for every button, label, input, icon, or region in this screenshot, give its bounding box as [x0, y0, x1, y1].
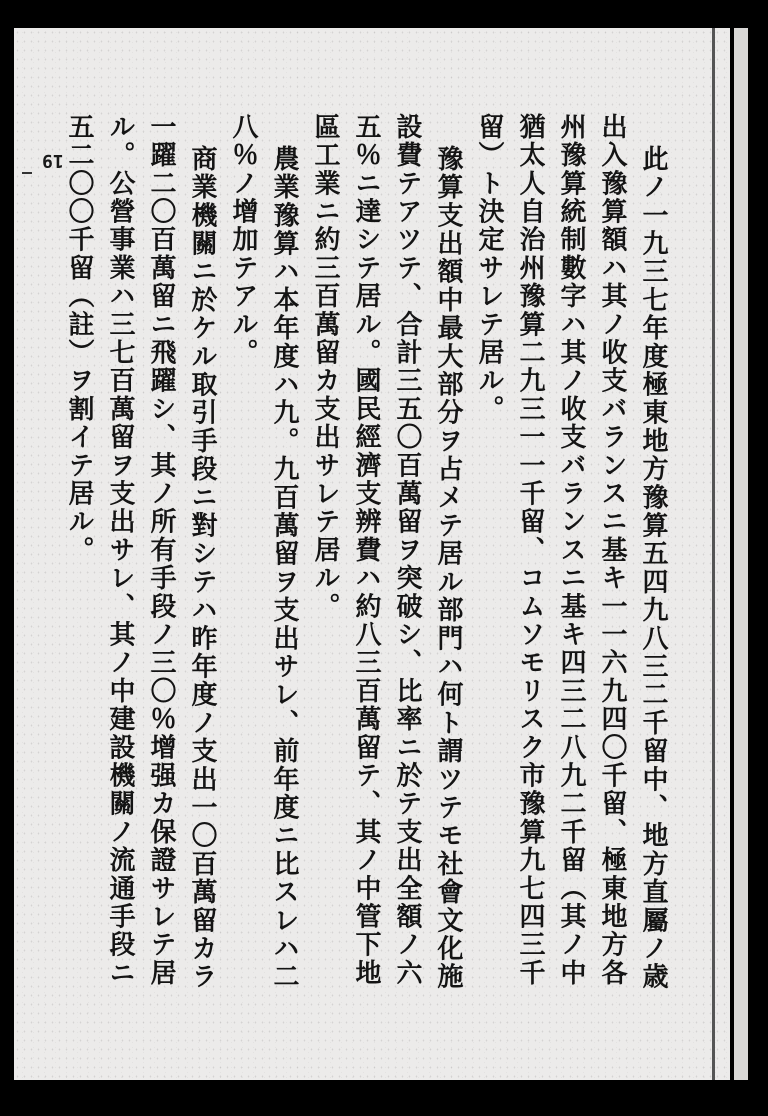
- text-column-5: 留）ト決定サレテ居ル。: [474, 113, 504, 424]
- facing-page-edge: [734, 28, 748, 1080]
- text-column-2: 出入豫算額ハ其ノ收支バランスニ基キ一一六九四〇千留、極東地方各: [597, 113, 627, 988]
- text-column-4: 猶太人自治州豫算二九三一一千留、コムソモリスク市豫算九七四三千: [515, 113, 545, 988]
- text-column-15: 五二〇〇千留（註）ヲ割イテ居ル。: [64, 113, 94, 565]
- text-column-7: 設費テアツテ、合計三五〇百萬留ヲ突破シ、比率ニ於テ支出全額ノ六: [392, 113, 422, 988]
- text-column-6: 豫算支出額中最大部分ヲ占メテ居ル部門ハ何ト謂ツテモ社會文化施: [433, 145, 463, 991]
- margin-mark: [22, 172, 32, 174]
- text-column-3: 州豫算統制數字ハ其ノ收支バランスニ基キ四三二八九二千留（其ノ中: [556, 113, 586, 988]
- text-column-9: 區工業ニ約三百萬留カ支出サレテ居ル。: [310, 113, 340, 621]
- text-column-10: 農業豫算ハ本年度ハ九。九百萬留ヲ支出サレ、前年度ニ比スレハ二: [269, 145, 299, 991]
- page-number: 19: [42, 150, 64, 171]
- text-column-11: 八％ノ增加テアル。: [228, 113, 258, 367]
- page-fold: [712, 28, 715, 1080]
- text-column-8: 五％ニ達シテ居ル。國民經濟支辨費ハ約八三百萬留テ、其ノ中管下地: [351, 113, 381, 988]
- text-column-12: 商業機關ニ於ケル取引手段ニ對シテハ昨年度ノ支出一〇百萬留カラ: [187, 145, 217, 991]
- text-column-13: 一躍二〇百萬留ニ飛躍シ、其ノ所有手段ノ三〇％增强カ保證サレテ居: [146, 113, 176, 988]
- text-column-14: ル。公營事業ハ三七百萬留ヲ支出サレ、其ノ中建設機關ノ流通手段ニ: [105, 113, 135, 988]
- text-column-1: 此ノ一九三七年度極東地方豫算五四九八三二千留中、地方直屬ノ歳: [638, 145, 668, 991]
